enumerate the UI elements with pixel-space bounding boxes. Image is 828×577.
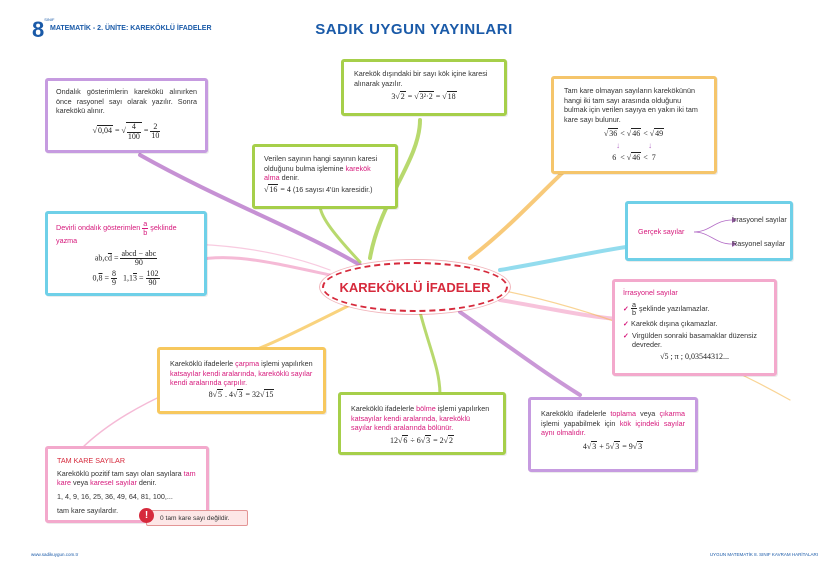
- division-example: 12√6 ÷ 6√3 = 2√2: [389, 436, 454, 446]
- perfect-squares-text: [57, 469, 197, 488]
- ps-highlight-1: tam kare: [57, 468, 196, 488]
- add-highlight-1: toplama: [610, 409, 636, 418]
- perfect-squares-title: TAM KARE SAYILAR: [57, 456, 126, 465]
- irrational-branch: İrrasyonel sayılar: [732, 215, 787, 224]
- perfect-squares-list: 1, 4, 9, 16, 25, 36, 49, 64, 81, 100,...: [57, 492, 173, 502]
- addition-example: 4√3 + 5√3 = 9√3: [582, 442, 643, 452]
- box-addition: [528, 397, 698, 472]
- repeating-decimal-formula: $ab,c\overline{d}$ = $\frac{\text{abcd − abc}}{90}$: [94, 248, 157, 268]
- coefficient-text: Karekök dışındaki bir sayı kök içine karesi alınarak yazılır.: [354, 69, 488, 88]
- irrational-item-3: ✓ Virgülden sonraki basamaklar düzensiz devreder.: [623, 331, 766, 350]
- irrational-item-1-text: şeklinde yazılamazlar.: [639, 303, 710, 313]
- box-real-numbers: [625, 201, 793, 261]
- repeating-text-after: şeklinde yazma: [56, 222, 177, 246]
- decimal-root-text: Ondalık gösterimlerin karekökü alınırken önce rasyonel sayı olarak yazılır. Sonra karekökü alınır.: [56, 87, 197, 116]
- unit-name: KAREKÖKLÜ İFADELER: [130, 25, 212, 32]
- mult-highlight-2: katsayılar kendi aralarında, kareköklü sayılar kendi aralarında çarpılır.: [170, 368, 313, 388]
- irrational-item-1: ✓ $\frac{a}{b}$ şeklinde yazılamazlar.: [623, 299, 710, 318]
- mult-text-before: Kareköklü ifadelerle: [170, 359, 236, 368]
- ps-text-mid: veya: [70, 478, 91, 488]
- coefficient-example: 3√2 = √3²·2 = √18: [391, 92, 456, 102]
- box-repeating-decimal: [45, 211, 207, 296]
- rational-branch: Rasyonel sayılar: [732, 239, 786, 248]
- square-root-def-example: √16 = 4 (16 sayısı 4'ün karesidir.): [264, 185, 373, 195]
- multiplication-text: [170, 359, 313, 388]
- div-text-before: Kareköklü ifadelerle: [351, 404, 417, 413]
- ps-highlight-2: kareseI sayılar: [90, 478, 137, 488]
- def-text-after: denir.: [279, 173, 300, 183]
- grade-number: 8: [32, 17, 45, 42]
- between-squares-example: √36 < √46 < √49 ↓ ↓ 6 < √46 < 7: [603, 128, 664, 162]
- add-text-mid-2: işlemi yapabilmek için: [541, 418, 620, 428]
- footer-series: UYGUN MATEMATİK 8. SINIF KAVRAM HARİTALARI: [709, 552, 818, 557]
- subject-label: MATEMATİK - 2. ÜNİTE:: [50, 25, 129, 32]
- box-square-root-definition: [252, 144, 398, 209]
- perfect-squares-closing: tam kare sayılardır.: [57, 505, 119, 515]
- irrational-item-2: ✓ Karekök dışına çıkamazlar.: [623, 318, 718, 328]
- def-text-before: Verilen sayının hangi sayının karesi olduğunu bulma işlemine: [264, 154, 378, 173]
- addition-text: [541, 409, 685, 438]
- add-highlight-3: kök içindeki sayılar aynı olmalıdır.: [541, 418, 685, 438]
- div-text-mid: işlemi yapılırken: [435, 404, 490, 413]
- add-text-before: Kareköklü ifadelerle: [541, 409, 611, 418]
- between-squares-text: Tam kare olmayan sayıların karekökünün hangi iki tam sayı arasında olduğunu bulmak için verilen sayıya en yakın iki tam kare sayı bulunur.: [564, 86, 698, 125]
- div-highlight-1: bölme: [416, 404, 436, 413]
- ps-text-after: denir.: [136, 478, 157, 488]
- repeating-text-before: Devirli ondalık gösterimlen: [56, 222, 141, 232]
- box-multiplication: [157, 347, 326, 414]
- warning-icon: !: [139, 508, 154, 523]
- center-node: [322, 262, 508, 312]
- multiplication-example: 8√5 . 4√3 = 32√15: [208, 390, 274, 400]
- def-example-note: (16 sayısı 4'ün karesidir.): [292, 185, 373, 195]
- div-highlight-2: katsayılar kendi aralarında, kareköklü sayılar kendi aralarında bölünür.: [351, 413, 471, 433]
- repeating-decimal-examples: 0,8 = $\frac{8}{9}$ 1,13 = $\frac{102}{90}$: [92, 268, 159, 288]
- perfect-squares-warning: [146, 510, 248, 526]
- box-decimal-root: [45, 78, 208, 153]
- real-numbers-root: Gerçek sayılar: [638, 227, 685, 236]
- grade-label: SINIF: [44, 17, 55, 22]
- add-text-mid-1: veya: [635, 409, 660, 418]
- ps-text-before: Kareköklü pozitif tam sayı olan sayılara: [57, 468, 184, 478]
- irrational-title: İrrasyonel sayılar: [623, 288, 678, 297]
- irrational-item-3-text: Virgülden sonraki basamaklar düzensiz devreder.: [632, 330, 757, 350]
- center-title: KAREKÖKLÜ İFADELER: [339, 279, 491, 295]
- irrational-examples: √5 ; π ; 0,03544312...: [660, 352, 729, 361]
- add-highlight-2: çıkarma: [659, 409, 685, 418]
- division-text: [351, 404, 493, 433]
- footer-website: www.sadikuygun.com.tr: [31, 552, 79, 557]
- decimal-root-example: √0,04 = √ $\frac{4}{100}$ = $\frac{2}{10}$: [92, 121, 160, 141]
- irrational-item-2-text: Karekök dışına çıkamazlar.: [631, 318, 718, 328]
- box-irrational-numbers: [612, 279, 777, 376]
- repeating-decimal-title: Devirli ondalık gösterimlen $\frac{a}{b}$ şeklinde yazma: [56, 219, 177, 246]
- mult-text-mid: işlemi yapılırken: [259, 359, 313, 368]
- mult-highlight-1: çarpma: [235, 359, 260, 368]
- box-between-squares: [551, 76, 717, 174]
- box-division: [338, 392, 506, 455]
- publisher-title: SADIK UYGUN YAYINLARI: [315, 21, 513, 38]
- def-highlight: karekök alma: [264, 163, 371, 183]
- square-root-def-text: [264, 154, 386, 183]
- warning-text: 0 tam kare sayı değildir.: [160, 514, 230, 522]
- box-coefficient-into-root: [341, 59, 507, 116]
